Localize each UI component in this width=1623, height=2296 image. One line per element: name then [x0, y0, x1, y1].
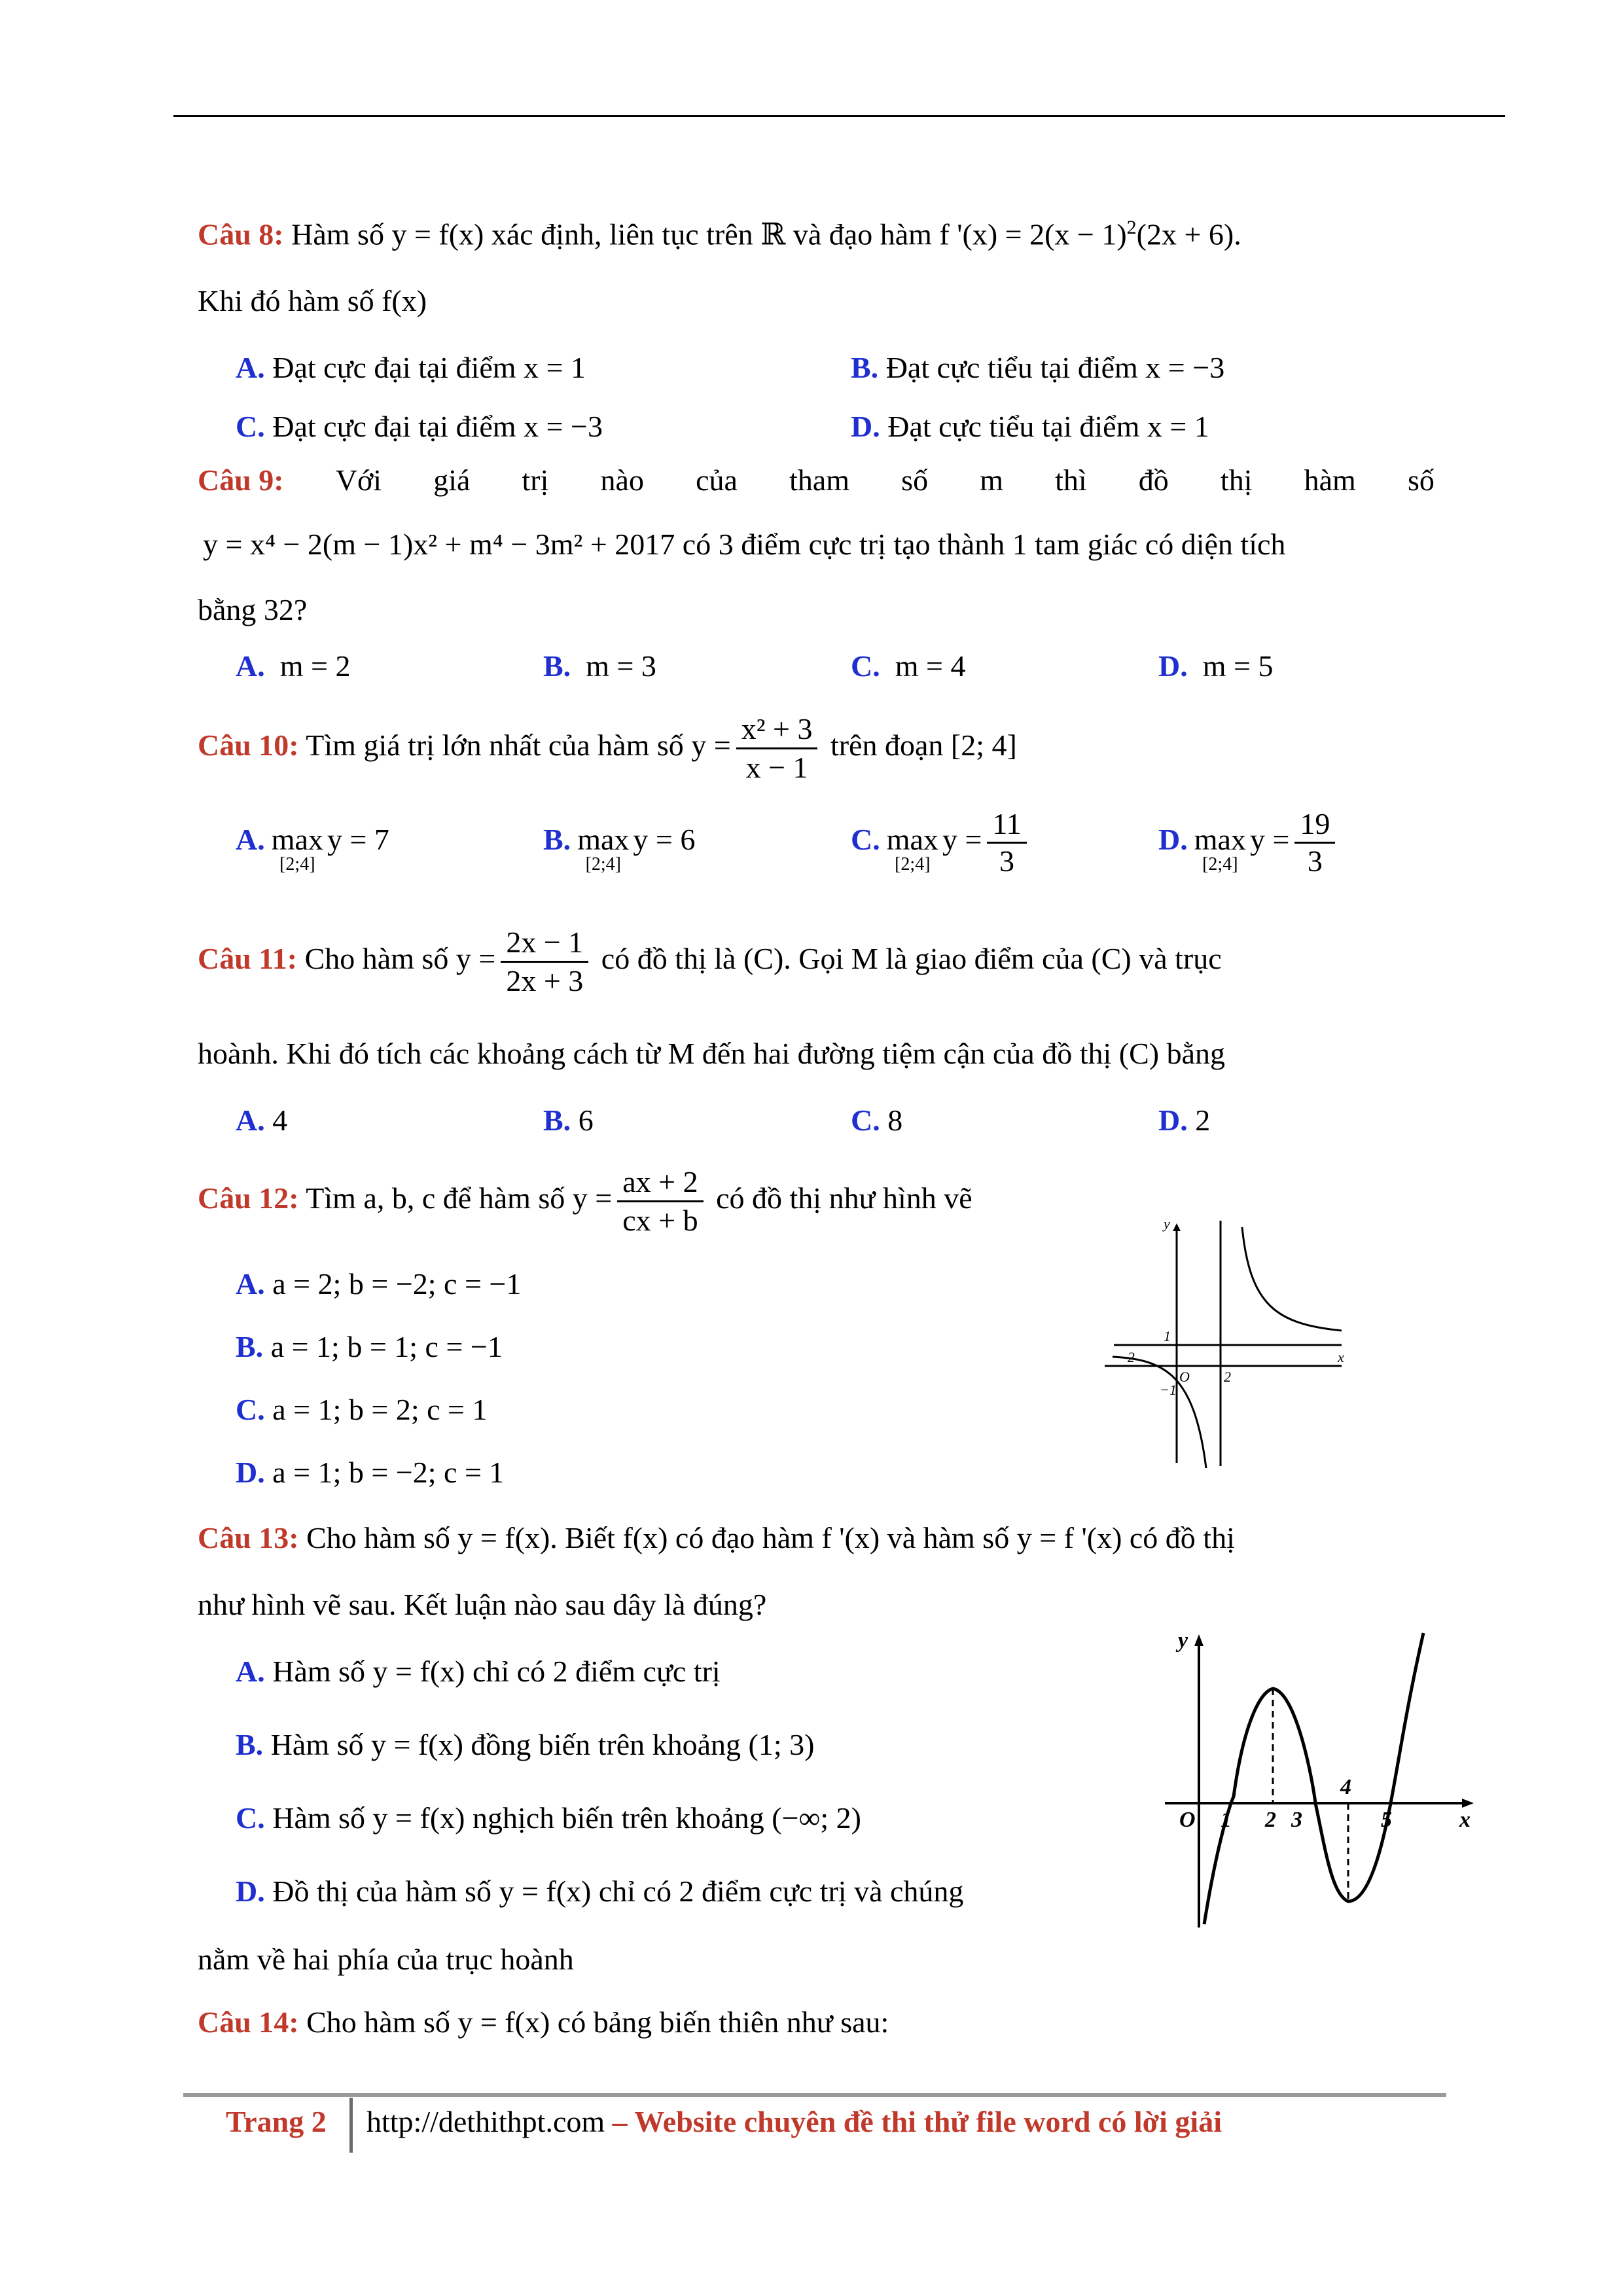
q9-word: m — [980, 463, 1003, 497]
q13-option-d-text: Đồ thị của hàm số y = f(x) chỉ có 2 điểm cực trị và chúng — [264, 1874, 964, 1908]
q14-stem: Cho hàm số y = f(x) có bảng biến thiên như sau: — [298, 2005, 889, 2039]
q14-label: Câu 14: — [198, 2005, 299, 2039]
q9-word: giá — [433, 463, 471, 497]
q13-option-d-continued: nằm về hai phía của trục hoành — [198, 1943, 574, 1976]
q8-option-a-text: Đạt cực đại tại điểm x = 1 — [264, 351, 586, 384]
q9-word: thì — [1055, 463, 1087, 497]
q10-option-c[interactable] — [851, 807, 1032, 879]
q12-label: Câu 12: — [198, 1181, 299, 1215]
q12-fraction — [617, 1164, 703, 1239]
q12-option-a[interactable] — [236, 1263, 521, 1305]
q10-option-d-numerator: 19 — [1294, 806, 1335, 844]
q10-fraction — [736, 711, 818, 786]
q8-label: Câu 8: — [198, 217, 284, 251]
footer-url[interactable]: http://dethithpt.com — [366, 2105, 605, 2138]
max-operator — [1194, 825, 1246, 874]
q8-line-2: Khi đó hàm số f(x) — [198, 284, 427, 317]
q10-option-d[interactable] — [1158, 807, 1340, 879]
q8-option-c-text: Đạt cực đại tại điểm x = −3 — [264, 410, 603, 443]
q12-option-d-letter: D. — [236, 1456, 265, 1489]
q13-label-2: 2 — [1265, 1808, 1276, 1832]
q13-option-d[interactable] — [236, 1871, 963, 1912]
q11-option-b-text: 6 — [571, 1103, 594, 1137]
q13-option-a-text: Hàm số y = f(x) chỉ có 2 điểm cực trị — [264, 1655, 721, 1688]
q8-stem-b: (2x + 6). — [1136, 217, 1241, 251]
q12-option-c-text: a = 1; b = 2; c = 1 — [264, 1393, 488, 1426]
max-subscript: [2;4] — [1202, 854, 1238, 874]
q13-graph — [1139, 1626, 1486, 1934]
q11-option-d[interactable] — [1158, 1100, 1210, 1141]
q13-option-a-letter: A. — [236, 1655, 265, 1688]
q11-numerator: 2x − 1 — [501, 924, 588, 963]
max-subscript: [2;4] — [895, 854, 931, 874]
q12-label-origin: O — [1179, 1369, 1190, 1385]
q9-option-c[interactable] — [851, 645, 965, 687]
q11-fraction — [501, 924, 588, 999]
q12-y-arrow — [1173, 1223, 1181, 1231]
q10-line-1 — [198, 711, 1017, 786]
q9-word: Với — [335, 463, 382, 497]
q13-line-1 — [198, 1517, 1235, 1559]
q9-word: tham — [789, 463, 850, 497]
q12-numerator: ax + 2 — [617, 1164, 703, 1202]
q11-option-b[interactable] — [543, 1100, 594, 1141]
q12-label-2: 2 — [1224, 1369, 1231, 1385]
q13-option-b-text: Hàm số y = f(x) đồng biến trên khoảng (1; 3) — [263, 1728, 815, 1761]
q12-y-label: y — [1164, 1215, 1170, 1232]
max-word: max — [886, 823, 938, 856]
q13-label-4: 4 — [1340, 1775, 1351, 1799]
q12-label-1: 1 — [1164, 1328, 1171, 1344]
q9-line-1 — [198, 459, 1435, 501]
q11-option-b-letter: B. — [543, 1103, 571, 1137]
q9-word: thị — [1220, 463, 1253, 497]
q9-option-c-letter: C. — [851, 649, 880, 683]
q9-option-b[interactable] — [543, 645, 656, 687]
q9-line-2: y = x⁴ − 2(m − 1)x² + m⁴ − 3m² + 2017 có 3 điểm cực trị tạo thành 1 tam giác có diện tích — [203, 528, 1286, 561]
q8-exponent: 2 — [1126, 217, 1137, 238]
q13-line-2: như hình vẽ sau. Kết luận nào sau dây là đúng? — [198, 1588, 767, 1621]
max-word: max — [271, 823, 323, 856]
q9-option-d-letter: D. — [1158, 649, 1188, 683]
q8-option-a[interactable] — [236, 347, 586, 389]
q11-option-a[interactable] — [236, 1100, 287, 1141]
q8-line-1 — [198, 207, 1241, 255]
q9-option-a-letter: A. — [236, 649, 265, 683]
q9-option-a-text: m = 2 — [279, 649, 351, 683]
q11-line-1 — [198, 924, 1222, 999]
q8-stem-a: Hàm số y = f(x) xác định, liên tục trên ℝ và đạo hàm f '(x) = 2(x − 1) — [283, 217, 1127, 251]
q9-option-b-text: m = 3 — [586, 649, 656, 683]
max-operator — [577, 825, 629, 874]
q9-option-c-text: m = 4 — [895, 649, 966, 683]
q9-option-d[interactable] — [1158, 645, 1273, 687]
q10-denominator: x − 1 — [745, 751, 808, 784]
q10-option-b-text: y = 6 — [633, 823, 696, 856]
q12-option-d-text: a = 1; b = −2; c = 1 — [264, 1456, 505, 1489]
q8-option-d-text: Đạt cực tiểu tại điểm x = 1 — [880, 410, 1209, 443]
q13-option-c-letter: C. — [236, 1801, 265, 1835]
q12-option-b-letter: B. — [236, 1330, 264, 1363]
q13-x-arrow — [1462, 1799, 1474, 1808]
q11-option-d-text: 2 — [1187, 1103, 1211, 1137]
q10-option-d-letter: D. — [1158, 823, 1188, 856]
q9-label: Câu 9: — [198, 463, 284, 497]
q8-option-b-letter: B. — [851, 351, 879, 384]
q10-option-a[interactable] — [236, 825, 389, 874]
header-rule — [173, 115, 1505, 117]
max-subscript: [2;4] — [279, 854, 315, 874]
q10-option-c-letter: C. — [851, 823, 880, 856]
q13-label-origin: O — [1179, 1808, 1196, 1832]
q10-option-d-text: y = — [1249, 823, 1290, 856]
q12-label-neg1: −1 — [1160, 1382, 1177, 1398]
q13-option-b-letter: B. — [236, 1728, 264, 1761]
q9-word: trị — [522, 463, 549, 497]
q12-option-b[interactable] — [236, 1326, 503, 1368]
q12-left-branch — [1113, 1357, 1206, 1468]
q8-option-c-letter: C. — [236, 410, 265, 443]
q13-x-label: x — [1459, 1808, 1471, 1832]
q13-y-label: y — [1178, 1628, 1188, 1653]
q12-stem-post: có đồ thị như hình vẽ — [708, 1181, 972, 1215]
q9-word: đồ — [1138, 463, 1169, 497]
q11-line-2: hoành. Khi đó tích các khoảng cách từ M đến hai đường tiệm cận của đồ thị (C) bằng — [198, 1037, 1226, 1070]
q12-graph — [1099, 1214, 1361, 1476]
q13-stem: Cho hàm số y = f(x). Biết f(x) có đạo hàm f '(x) và hàm số y = f '(x) có đồ thị — [298, 1521, 1235, 1554]
q8-option-d[interactable] — [851, 406, 1209, 448]
q13-option-b[interactable] — [236, 1724, 814, 1766]
q13-label-3: 3 — [1291, 1808, 1302, 1832]
q12-line-1 — [198, 1164, 972, 1239]
footer-text — [366, 2101, 1222, 2143]
q9-word: số — [1407, 463, 1435, 497]
q10-label: Câu 10: — [198, 728, 299, 762]
q13-derivative-curve — [1204, 1633, 1423, 1924]
q13-label-5: 5 — [1381, 1808, 1392, 1832]
q13-option-a[interactable] — [236, 1651, 721, 1693]
q9-option-d-text: m = 5 — [1202, 649, 1274, 683]
q11-option-a-letter: A. — [236, 1103, 265, 1137]
q13-label-1: 1 — [1221, 1808, 1232, 1832]
q11-option-a-text: 4 — [264, 1103, 288, 1137]
max-word: max — [577, 823, 630, 856]
q10-stem-pre: Tìm giá trị lớn nhất của hàm số y = — [298, 728, 731, 762]
q10-stem-post: trên đoạn [2; 4] — [823, 728, 1017, 762]
q11-stem-pre: Cho hàm số y = — [297, 942, 496, 976]
q10-option-c-numerator: 11 — [987, 806, 1026, 844]
q9-line-3: bằng 32? — [198, 593, 308, 626]
q13-option-d-letter: D. — [236, 1874, 265, 1908]
q11-option-c[interactable] — [851, 1100, 902, 1141]
q12-stem-pre: Tìm a, b, c để hàm số y = — [298, 1181, 613, 1215]
footer-page-number: Trang 2 — [226, 2105, 327, 2138]
q12-option-a-letter: A. — [236, 1267, 265, 1300]
q10-option-b[interactable] — [543, 825, 695, 874]
q9-word: hàm — [1304, 463, 1356, 497]
q10-option-d-fraction — [1294, 806, 1335, 879]
q10-option-c-denominator: 3 — [999, 844, 1015, 878]
footer-rule — [183, 2093, 1446, 2097]
q9-word: số — [901, 463, 929, 497]
q9-option-b-letter: B. — [543, 649, 571, 683]
q9-word: của — [696, 463, 738, 497]
q12-right-branch — [1242, 1227, 1342, 1331]
q10-option-a-text: y = 7 — [327, 823, 389, 856]
q11-option-d-letter: D. — [1158, 1103, 1188, 1137]
max-subscript: [2;4] — [585, 854, 621, 874]
q14-line-1 — [198, 2001, 889, 2043]
footer-divider — [349, 2098, 353, 2153]
q13-option-c-text: Hàm số y = f(x) nghịch biến trên khoảng (−∞; 2) — [264, 1801, 861, 1835]
q8-option-a-letter: A. — [236, 351, 265, 384]
q12-option-c-letter: C. — [236, 1393, 265, 1426]
q12-option-c[interactable] — [236, 1389, 487, 1431]
q8-option-b[interactable] — [851, 347, 1224, 389]
q10-numerator: x² + 3 — [736, 711, 818, 749]
q12-option-b-text: a = 1; b = 1; c = −1 — [263, 1330, 503, 1363]
q10-option-c-fraction — [987, 806, 1026, 879]
q9-word: nào — [600, 463, 644, 497]
q12-option-d[interactable] — [236, 1452, 504, 1494]
q12-denominator: cx + b — [622, 1204, 698, 1237]
q10-option-c-text: y = — [942, 823, 982, 856]
q12-x-label: x — [1338, 1349, 1344, 1365]
footer-tagline: – Website chuyên đề thi thử file word có lời giải — [605, 2105, 1222, 2138]
max-operator — [272, 825, 323, 874]
q10-option-b-letter: B. — [543, 823, 571, 856]
max-operator — [887, 825, 938, 874]
q8-option-b-text: Đạt cực tiểu tại điểm x = −3 — [878, 351, 1225, 384]
q10-option-a-letter: A. — [236, 823, 265, 856]
q10-option-d-denominator: 3 — [1307, 844, 1323, 878]
q11-option-c-letter: C. — [851, 1103, 880, 1137]
q13-label: Câu 13: — [198, 1521, 299, 1554]
q11-denominator: 2x + 3 — [506, 964, 584, 997]
q11-option-c-text: 8 — [880, 1103, 903, 1137]
q13-y-arrow — [1194, 1634, 1204, 1646]
q9-option-a[interactable] — [236, 645, 350, 687]
q13-option-c[interactable] — [236, 1797, 861, 1839]
q8-option-d-letter: D. — [851, 410, 880, 443]
q11-stem-post: có đồ thị là (C). Gọi M là giao điểm của (C) và trục — [594, 942, 1222, 976]
q8-option-c[interactable] — [236, 406, 603, 448]
q11-label: Câu 11: — [198, 942, 298, 976]
q12-label-neg2: −2 — [1118, 1349, 1135, 1365]
q12-option-a-text: a = 2; b = −2; c = −1 — [264, 1267, 522, 1300]
max-word: max — [1194, 823, 1246, 856]
